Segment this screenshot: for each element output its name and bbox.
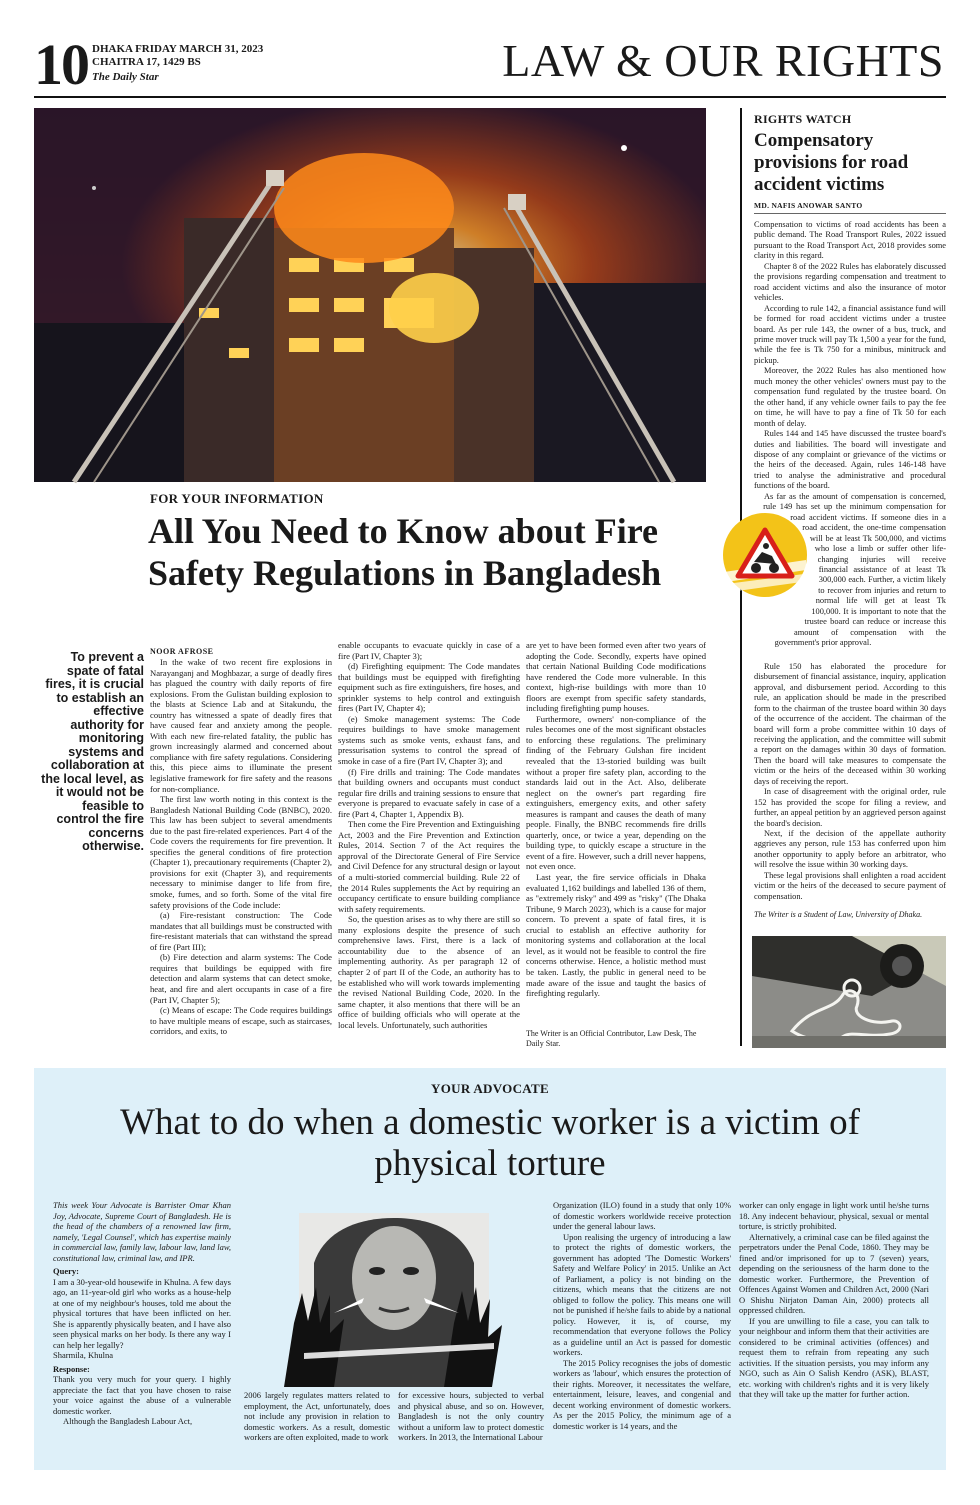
paragraph: (d) Firefighting equipment: The Code mandates that buildings must be equipped with firefighting equipment such as fire extinguishers, fire hoses, and sprinkler systems to help control and extinguish fires (Part IV, Chapter 4); bbox=[338, 661, 520, 714]
paragraph: (b) Fire detection and alarm systems: The Code requires that buildings be equipped with fire detection and alarm systems that can detect smoke, heat, and fire and alert occupants in case of a fire (Part IV, Chapter 5); bbox=[150, 952, 332, 1005]
fire-article-column-1 bbox=[150, 657, 332, 1047]
paragraph: So, the question arises as to why there are still so many explosions despite the presence of such comprehensive laws. First, there is a lack of accountability due to the absence of an implementing authority. As per paragraph 12 of chapter 2 of part II of the Code, an authority has to be established who will work towards implementing the revised National Building Code, 2020. In the same chapter, it also mentions that there will be an office of building officials who will operate at the local levels. Unfortunately, such authorities bbox=[338, 914, 520, 1030]
paragraph: for excessive hours, subjected to verbal and physical abuse, and so on. However, Bangladesh is not the only country without a uniform law to protect domestic workers. In 2013, the International Labour bbox=[398, 1390, 544, 1442]
advocate-column-2 bbox=[244, 1390, 390, 1468]
paragraph: Rule 150 has elaborated the procedure for disbursement of financial assistance, inquiry, application approval, and disbursement period. According to this rule, an application should be made in the prescribed form to the chairman of the trustee board within 30 days of the occurrence of the accident. The chairman of the board will form a probe committee within 10 days of receiving the application, and the committee will submit a report on the damages within 30 days of formation. Then the board will take measures to compensate the victim or the heirs of the deceased within 30 working days of receiving the report. bbox=[754, 661, 946, 786]
paragraph: The 2015 Policy recognises the jobs of domestic workers as 'labour', which ensures the protection of their rights. Moreover, it necessitates the welfare, entertainment, leisure, leaves, and congenial and decent working environment of domestic workers. As per the 2015 Policy, the minimum age of a domestic worker is 14 years, and the bbox=[553, 1357, 731, 1431]
fire-article-byline: NOOR AFROSE bbox=[150, 647, 214, 656]
paragraph: Furthermore, owners' non-compliance of the rules becomes one of the most significant obstacles to enforcing these regulations. The preliminary finding of the February Gulshan fire incident revealed that the 13-storied building was built without a proper fire safety plan, according to the standards laid out in the Act. Also, deliberate neglect on the owner's part regarding fire extinguishers, emergency exits, and other safety measures is rampant and causes the death of many people. Finally, the BNBC recommends fire drills quarterly, once, or twice a year, depending on the building type, to quickly escape a structure in the event of a fire. However, such a drill never happens, not even once. bbox=[526, 713, 706, 872]
paragraph: Rules 144 and 145 have discussed the trustee board's duties and liabilities. The board will investigate and dispose of any complaint or grievance of the victims or the heirs of the deceased. Again, rules 146-148 have tried to analyse the administrative and procedural functions of the board. bbox=[754, 429, 946, 491]
advocate-column-4 bbox=[553, 1200, 731, 1468]
paragraph: These legal provisions shall enlighten a road accident victim or the heirs of the deceased to secure payment of compensation. bbox=[754, 870, 946, 901]
rights-watch-byline: MD. NAFIS ANOWAR SANTO bbox=[754, 201, 863, 210]
dateline bbox=[92, 43, 263, 69]
paragraph: Upon realising the urgency of introducing a law to protect the rights of domestic workers, the government has adopted 'The Domestic Workers' Safety and Welfare Policy' in 2015. Unlike an Act of Parliament, a policy is not binding on the citizens, which means that the citizens are not obliged to follow the policy. This means one will not be punished if he/she fails to abide by a national policy. However, it is, of course, my recommendation that everyone follows the Policy as a guideline until an Act is passed for domestic workers. bbox=[553, 1231, 731, 1357]
pull-quote: To prevent a spate of fatal fires, it is crucial to establish an effective authority for monitoring systems and collaboration at the local level, as it would not be feasible to control the fire concerns otherwise. bbox=[41, 650, 144, 853]
fire-article-credit: The Writer is an Official Contributor, Law Desk, The Daily Star. bbox=[526, 1029, 697, 1048]
paragraph: According to rule 142, a financial assistance fund will be formed for road accident victims under a trustee board. As per rule 143, the owner of a bus, truck, and prime mover truck will pay Tk 1,500 a year for the fund, while the fee is Tk 750 for a minibus, minitruck and pickup. bbox=[754, 303, 946, 365]
paragraph: In the wake of two recent fire explosions in Narayanganj and Moghbazar, a surge of deadly fires has plagued the country with daily reports of fire explosions. From the Gulistan building explosion to the blasts at Science Lab and at Sitakundu, the country has witnessed a spate of deadly fires that have caused fear and anxiety among the people. With each new fire-related fatality, the public has grown increasingly alarmed and concerned about compliance with fire safety regulations. Considering this, this piece aims to illuminate the present legislative framework for fire safety and the reasons for non-compliance. bbox=[150, 657, 332, 794]
paragraph: 2006 largely regulates matters related to employment, the Act, unfortunately, does not include any provision in relation to domestic workers. As a result, domestic workers are often exploited, made to work bbox=[244, 1390, 390, 1442]
your-advocate-section bbox=[34, 1068, 946, 1470]
paragraph: (e) Smoke management systems: The Code requires buildings to have smoke management systems such as smoke vents, exhaust fans, and pressurisation systems to control the spread of smoke in case of a fire (Part IV, Chapter 3); and bbox=[338, 713, 520, 767]
paragraph: enable occupants to evacuate quickly in case of a fire (Part IV, Chapter 3); bbox=[338, 640, 520, 661]
paragraph: (f) Fire drills and training: The Code mandates that building owners and occupants must conduct regular fire drills and training sessions to ensure that everyone is prepared to evacuate safely in case of a fire (Part 4, Chapter 1, Appendix B). bbox=[338, 766, 520, 819]
query-signature: Sharmila, Khulna bbox=[53, 1350, 113, 1360]
fire-article-column-2 bbox=[338, 640, 520, 1047]
rights-watch-kicker: RIGHTS WATCH bbox=[754, 112, 852, 126]
paragraph: are yet to have been formed even after two years of adopting the Code. Secondly, experts have opined that certain National Building Code modifications have rendered the Code more vulnerable. In this context, high-rise buildings with more than 10 floors are exempt from specific safety standards, including firefighting pump houses. bbox=[526, 640, 706, 714]
road-sign-illustration bbox=[722, 512, 808, 598]
paragraph: As far as the amount of compensation is concerned, rule 149 has set up the minimum compensation for road accident victims. If someone dies in a road accident, the one-time compensation will be at least Tk 500,000, and victims who lose a limb or suffer other life-changing injuries will receive financial assistance of at least Tk 300,000 each. Further, a victim likely to recover from injuries and return to normal life will get at least Tk 100,000. It is important to note that the trustee board can reduce or increase this amount of compensation with the government's prior approval. bbox=[763, 491, 946, 648]
masthead-logo: The Daily Star bbox=[92, 71, 159, 83]
paragraph: If you are unwilling to file a case, you can talk to your neighbour and inform them that their activities are considered to be criminal activities (offences) and request them to refrain from repeating any such activities. If the situation persists, you may inform any NGO, such as Ain O Salish Kendro (ASK), BLAST, etc. working with children's rights and it is very likely that they will take up the matter for further action. bbox=[739, 1315, 929, 1399]
query-text: I am a 30-year-old housewife in Khulna. A few days ago, an 11-year-old girl who works as a house-help at one of my neighbour's houses, told me about the physical tortures that have been inflicted on her. She is apparently physically beaten, and I have also seen physical marks on her body. Is there any way I can help her legally? bbox=[53, 1276, 231, 1350]
paragraph: Chapter 8 of the 2022 Rules has elaborately discussed the provisions regarding compensation and treatment to road accident victims and also the insurance of motor vehicles. bbox=[754, 261, 946, 303]
paragraph: Organization (ILO) found in a study that only 10% of domestic workers worldwide receive protection under the general labour laws. bbox=[553, 1200, 731, 1231]
fire-article-headline: All You Need to Know about Fire Safety Regulations in Bangladesh bbox=[148, 511, 662, 593]
response-label: Response: bbox=[53, 1363, 90, 1374]
fire-article-column-3 bbox=[526, 640, 706, 1020]
paragraph: Although the Bangladesh Labour Act, bbox=[63, 1416, 193, 1426]
rights-watch-headline: Compensatory provisions for road accident victims bbox=[754, 130, 909, 195]
advocate-intro: This week Your Advocate is Barrister Omar Khan Joy, Advocate, Supreme Court of Bangladesh. He is the head of the chambers of a renowned law firm, namely, 'Legal Counsel', which has expertise mainly in commercial law, family law, labour law, land law, constitutional law, criminal law, and IPR. bbox=[53, 1200, 231, 1263]
paragraph: worker can only engage in light work until he/she turns 18. Any indecent behaviour, physical, sexual or mental torture, is strictly prohibited. bbox=[739, 1200, 929, 1231]
domestic-worker-illustration bbox=[244, 1203, 544, 1387]
rights-watch-credit: The Writer is a Student of Law, University of Dhaka. bbox=[754, 910, 923, 919]
byline-rule bbox=[754, 213, 946, 214]
advocate-column-5 bbox=[739, 1200, 929, 1468]
paragraph: Moreover, the 2022 Rules has also mentioned how much money the other vehicles' owners must pay to the compensation fund regulated by the trustee board. On the other hand, if any vehicle owner fails to pay the fee on time, he will have to pay a fine of Tk 50 for each month of delay. bbox=[754, 366, 946, 428]
date: DHAKA FRIDAY MARCH 31, 2023 bbox=[92, 43, 264, 55]
section-title: LAW & OUR RIGHTS bbox=[502, 35, 944, 86]
advocate-column-1 bbox=[53, 1200, 231, 1468]
paragraph: Thank you very much for your query. I highly appreciate the fact that you have chosen to raise your voice against the abuse of a vulnerable domestic worker. bbox=[53, 1374, 231, 1416]
header-rule bbox=[34, 96, 946, 98]
paragraph: The first law worth noting in this context is the Bangladesh National Building Code (BNBC), 2020. This law has been subject to several amendments due to the past fire-related experiences. Part 4 of the Code covers the requirements for fire prevention. It specifies the general conditions of fire protection (Chapter 1), precautionary requirements (Chapter 2), provisions for exit (Chapter 3), and requirements necessary to minimise danger to life from fire, smoke, fumes, and so forth. Some of the vital fire safety provisions of the Code include: bbox=[150, 794, 332, 910]
paragraph: (a) Fire-resistant construction: The Code mandates that all buildings must be constructed with fire-resistant materials that can withstand the spread of fire (Part III); bbox=[150, 910, 332, 952]
advocate-headline: What to do when a domestic worker is a victim of physical torture bbox=[120, 1102, 860, 1184]
fire-article-kicker: FOR YOUR INFORMATION bbox=[150, 491, 324, 506]
advocate-column-3 bbox=[398, 1390, 544, 1468]
page-number: 10 bbox=[34, 32, 88, 97]
crime-scene-photo bbox=[752, 936, 946, 1048]
advocate-kicker: YOUR ADVOCATE bbox=[431, 1081, 549, 1096]
paragraph: Next, if the decision of the appellate authority aggrieves any person, rule 153 has conferred upon him another opportunity to apply before an arbitrator, who will resolve the issue within 30 working days. bbox=[754, 829, 946, 870]
fire-photo bbox=[34, 108, 706, 482]
paragraph: Alternatively, a criminal case can be filed against the perpetrators under the Penal Code, 1860. They may be fined and/or imprisoned for up to 7 (seven) years, depending on the seriousness of the harm done to the domestic worker. Furthermore, the Prevention of Offences Against Women and Children Act, 2000 (Nari O Shishu Nirjaton Daman Ain, 2000) protects all oppressed children. bbox=[739, 1231, 929, 1315]
query-label: Query: bbox=[53, 1266, 79, 1276]
bangla-date: CHAITRA 17, 1429 BS bbox=[92, 56, 201, 68]
paragraph: Last year, the fire service officials in Dhaka evaluated 1,162 buildings and labelled 136 of them, as "extremely risky" and 499 as "risky" (The Dhaka Tribune, 9 March 2023), which is a cause for major concern. To prevent a spate of fatal fires, it is crucial to establish an effective authority for monitoring systems and collaboration at the local level, as it would not be feasible to control the fire concerns otherwise. Hence, a holistic method must be taken. Lastly, the public in general need to be made aware of the issue and taught the basics of firefighting regularly. bbox=[526, 872, 706, 999]
paragraph: Then come the Fire Prevention and Extinguishing Act, 2003 and the Fire Prevention and Extinction Rules, 2014. Section 7 of the Act requires the approval of the Directorate General of Fire Service and Civil Defence for any structural design or layout of a multi-storied commercial building. Rule 22 of the 2014 Rules supplements the Act by requiring an occupancy certificate to ensure building compliance with safety requirements. bbox=[338, 819, 520, 914]
paragraph: Compensation to victims of road accidents has been a public demand. The Road Transport Rules, 2022 issued pursuant to the Road Transport Act, 2018 provides some clarity in this regard. bbox=[754, 220, 946, 261]
paragraph: (c) Means of escape: The Code requires buildings to have multiple means of escape, such as staircases, corridors, and exits, to bbox=[150, 1005, 332, 1037]
paragraph: In case of disagreement with the original order, rule 152 has provided the scope for filing a review, and further, an appeal petition by an aggrieved person against the board's decision. bbox=[754, 787, 946, 828]
